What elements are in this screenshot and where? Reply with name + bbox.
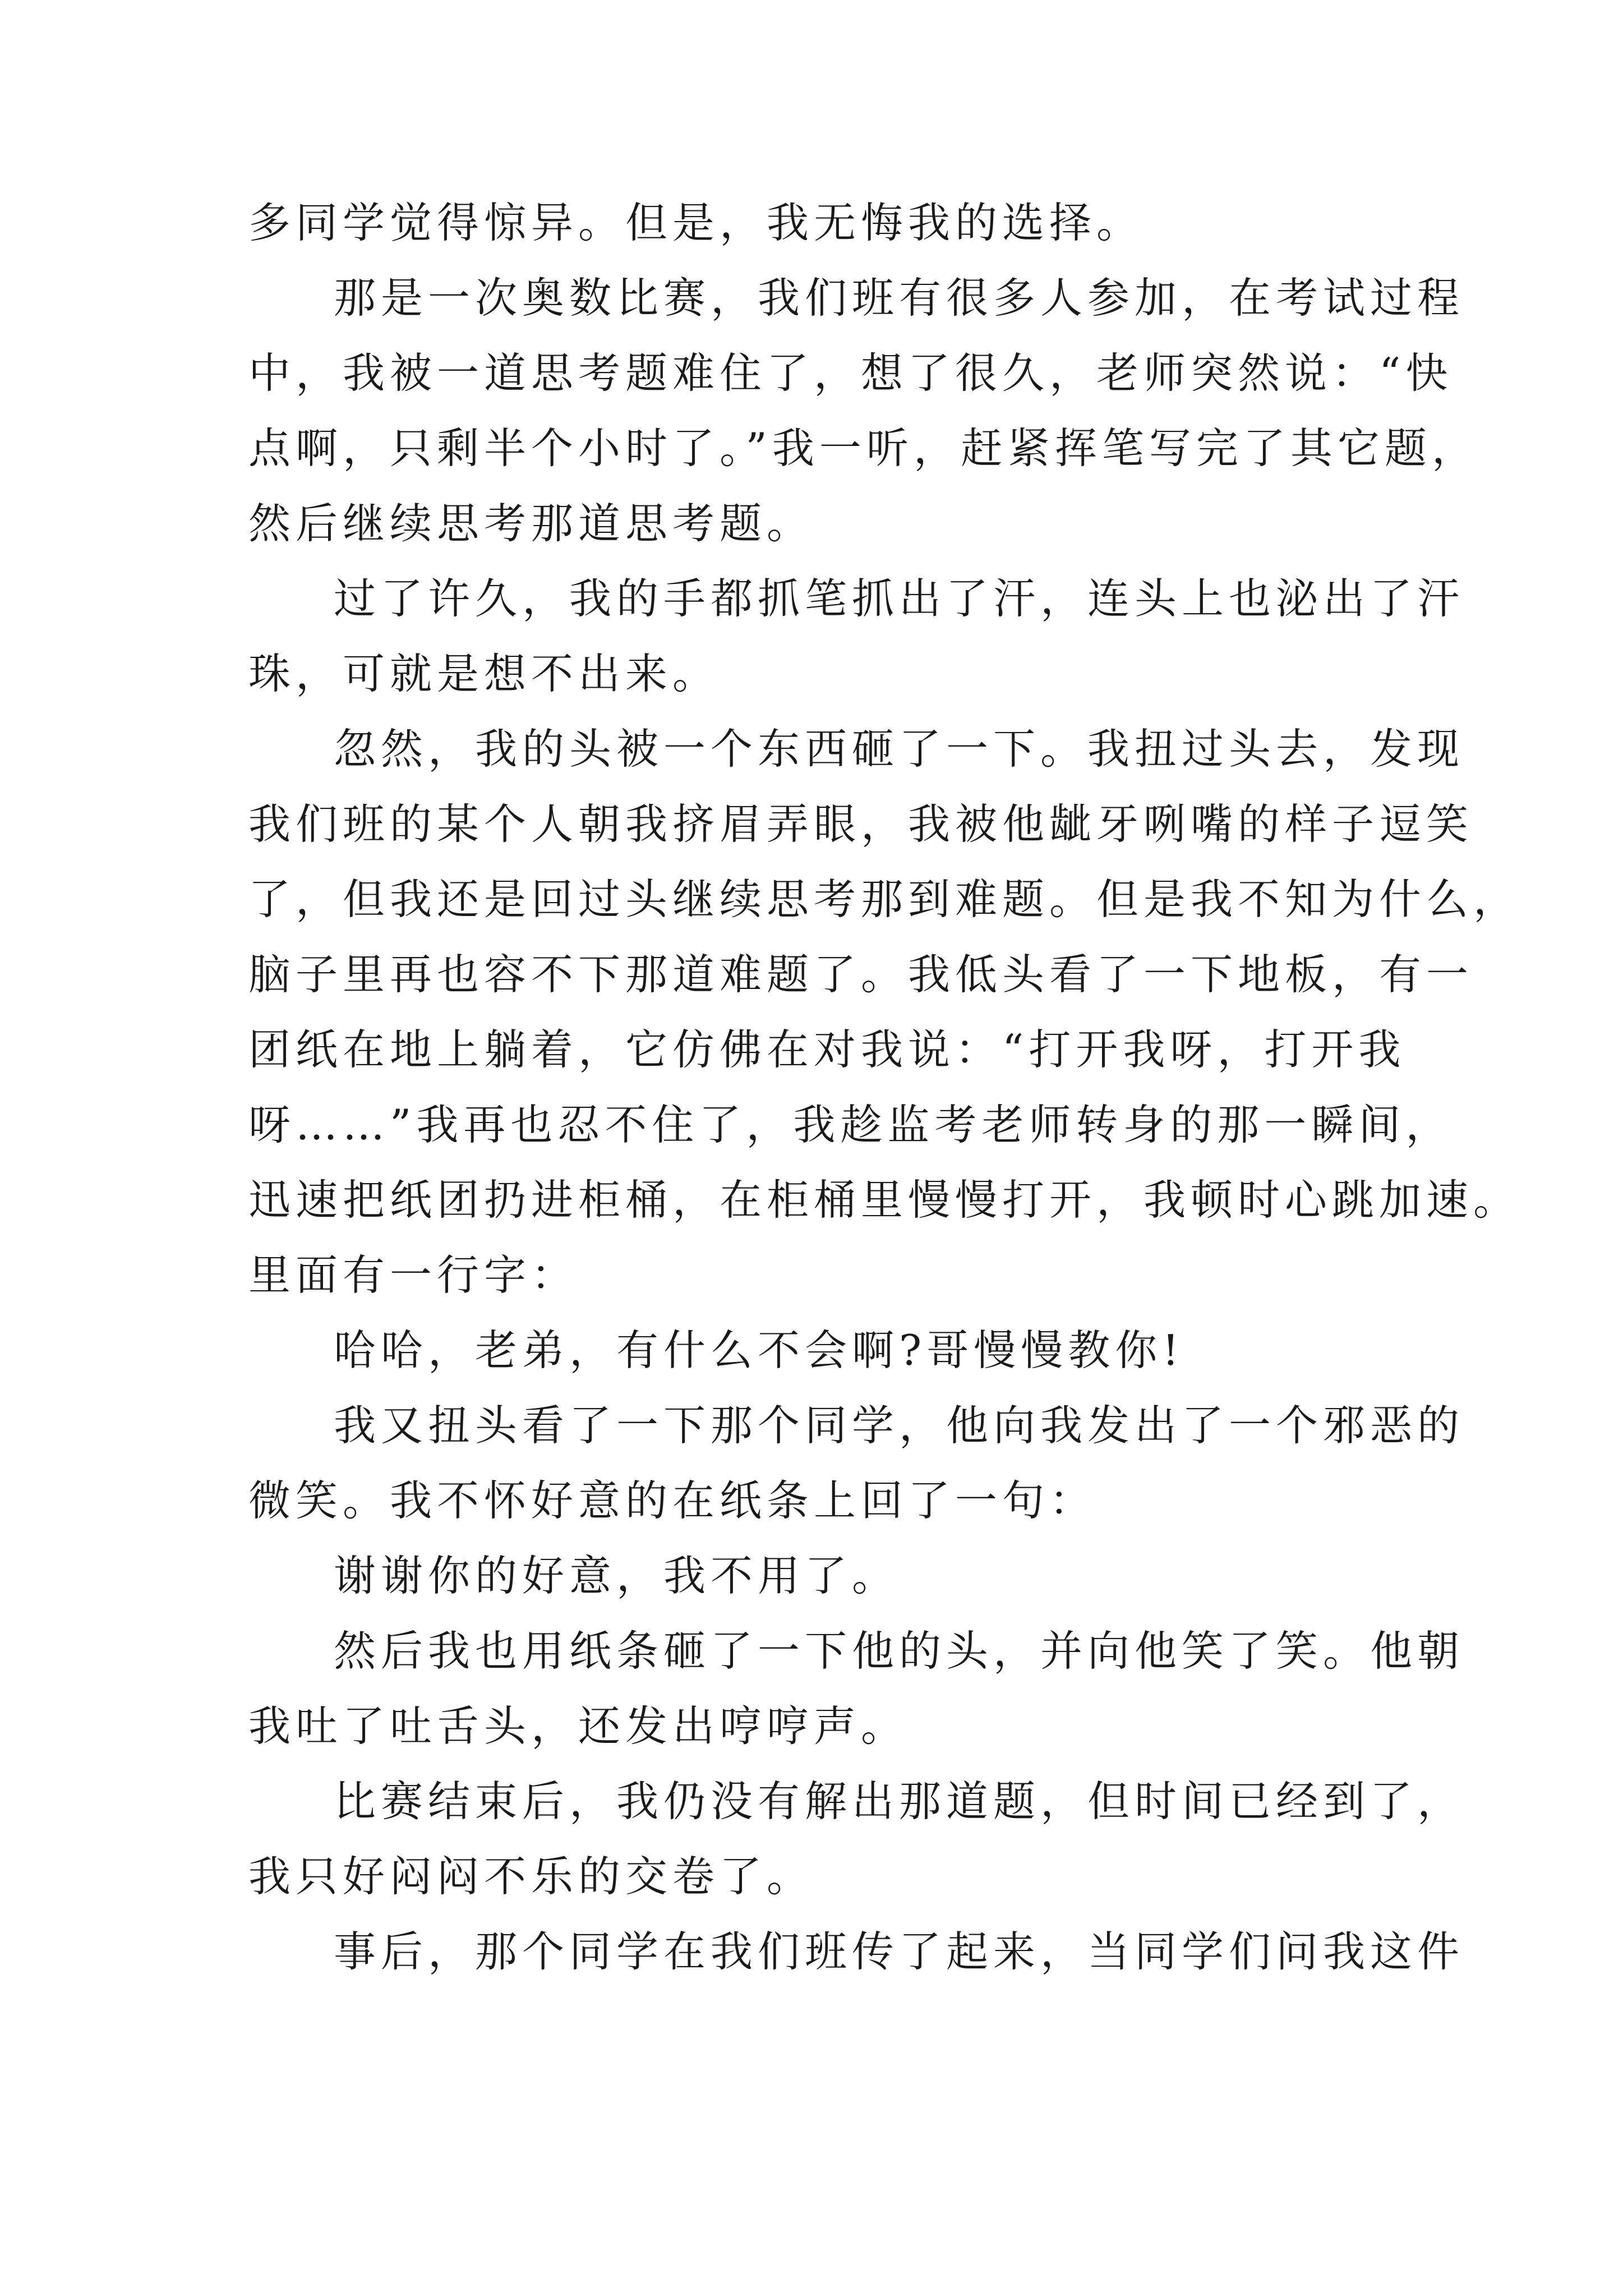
text-line: 中，我被一道思考题难住了，想了很久，老师突然说：“快 <box>248 348 1453 398</box>
text-line: 多同学觉得惊异。但是，我无悔我的选择。 <box>248 198 1144 247</box>
text-line: 我又扭头看了一下那个同学，他向我发出了一个邪恶的 <box>334 1401 1465 1450</box>
text-line: 团纸在地上躺着，它仿佛在对我说：“打开我呀，打开我 <box>248 1025 1406 1074</box>
text-line: 然后我也用纸条砸了一下他的头，并向他笑了笑。他朝 <box>334 1626 1465 1676</box>
text-line: 迅速把纸团扔进柜桶，在柜桶里慢慢打开，我顿时心跳加速。 <box>248 1175 1521 1225</box>
document-body <box>248 185 1521 1989</box>
text-line: 珠，可就是想不出来。 <box>248 649 720 698</box>
text-line: 脑子里再也容不下那道难题了。我低头看了一下地板，有一 <box>248 950 1474 999</box>
text-line: 我吐了吐舌头，还发出哼哼声。 <box>248 1701 909 1751</box>
text-line: 然后继续思考那道思考题。 <box>248 499 814 548</box>
text-line: 了，但我还是回过头继续思考那到难题。但是我不知为什么， <box>248 875 1521 924</box>
text-line: 忽然，我的头被一个东西砸了一下。我扭过头去，发现 <box>334 724 1465 774</box>
text-line: 过了许久，我的手都抓笔抓出了汗，连头上也泌出了汗 <box>334 574 1465 623</box>
text-line: 事后，那个同学在我们班传了起来，当同学们问我这件 <box>334 1927 1465 1976</box>
text-line: 点啊，只剩半个小时了。”我一听，赶紧挥笔写完了其它题， <box>248 424 1479 473</box>
text-line: 呀……”我再也忍不住了，我趁监考老师转身的那一瞬间， <box>248 1100 1453 1149</box>
text-line: 里面有一行字： <box>248 1250 579 1300</box>
text-line: 我们班的某个人朝我挤眉弄眼，我被他龇牙咧嘴的样子逗笑 <box>248 799 1474 849</box>
text-line: 比赛结束后，我仍没有解出那道题，但时间已经到了， <box>334 1777 1465 1826</box>
text-line: 微笑。我不怀好意的在纸条上回了一句： <box>248 1476 1097 1525</box>
text-line: 那是一次奥数比赛，我们班有很多人参加，在考试过程 <box>334 273 1465 323</box>
text-line: 我只好闷闷不乐的交卷了。 <box>248 1852 814 1901</box>
text-line: 谢谢你的好意，我不用了。 <box>334 1551 900 1600</box>
text-line: 哈哈，老弟，有什么不会啊?哥慢慢教你! <box>334 1326 1184 1375</box>
